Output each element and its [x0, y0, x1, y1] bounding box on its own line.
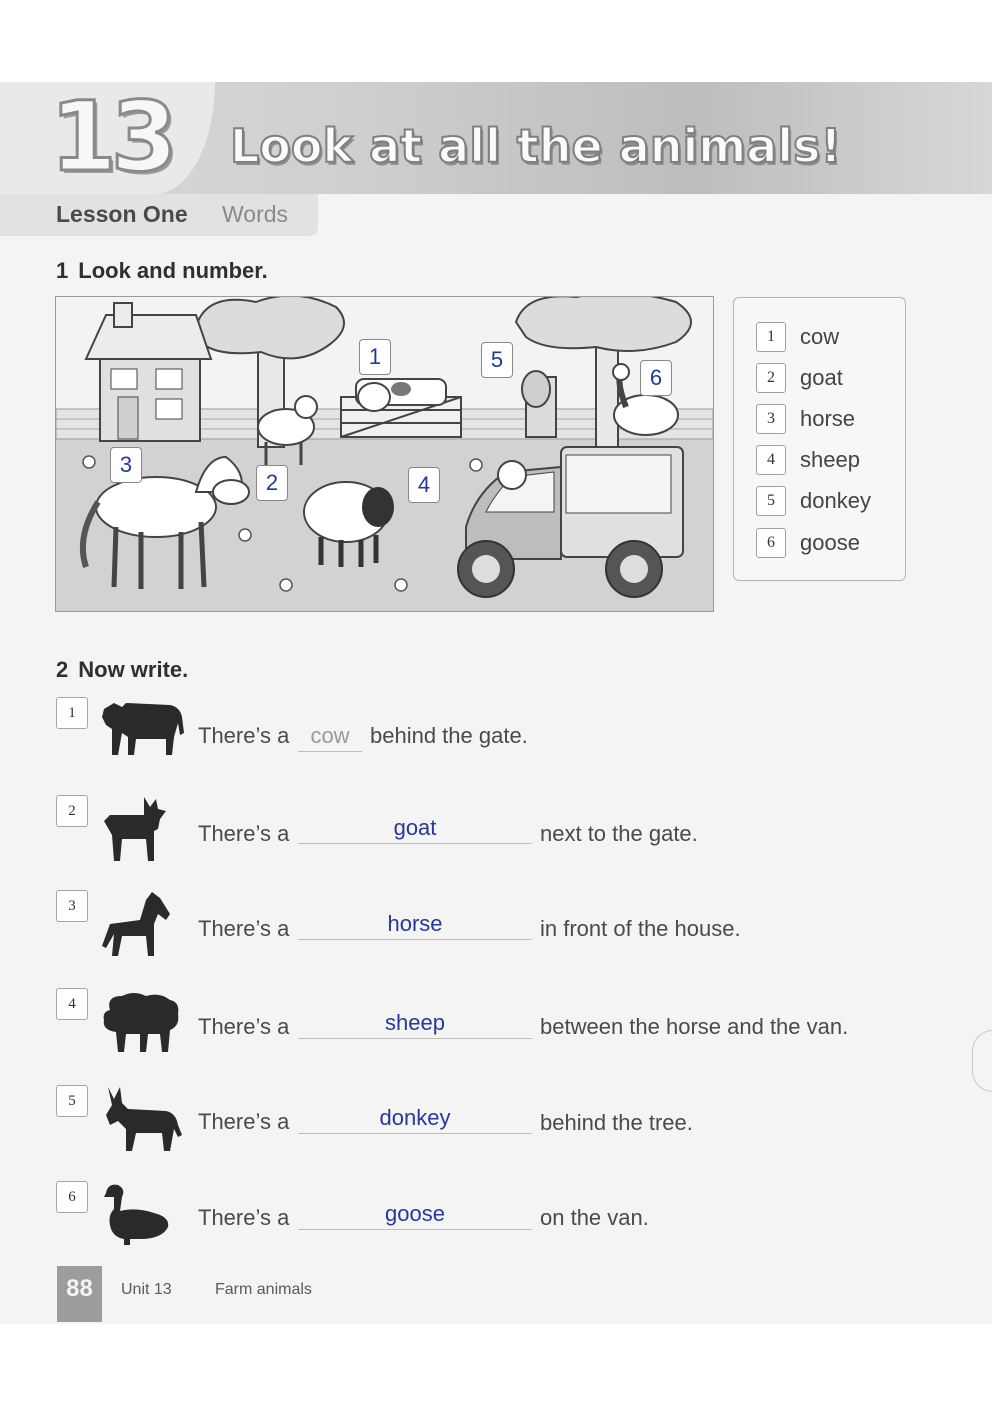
sentence-prefix: There’s a — [198, 1109, 290, 1134]
sentence-suffix: next to the gate. — [540, 821, 698, 846]
sentence-suffix: between the horse and the van. — [540, 1014, 849, 1039]
scene-label-6: 6 — [640, 360, 672, 396]
word-text: donkey — [800, 488, 871, 513]
answer-field[interactable]: horse — [298, 909, 532, 940]
word-text: goose — [800, 530, 860, 555]
exercise-1-heading — [56, 256, 268, 286]
example-answer: cow — [298, 721, 362, 752]
sentence-prefix: There’s a — [198, 821, 290, 846]
row-number: 6 — [56, 1181, 88, 1213]
word-number: 4 — [756, 445, 786, 475]
goose-silhouette-icon — [100, 1183, 172, 1247]
page-number: 88 — [57, 1266, 102, 1322]
write-row-1 — [0, 697, 992, 787]
scene-label-1: 1 — [359, 339, 391, 375]
word-list-box — [733, 297, 906, 581]
exercise-1-number: 1 — [56, 258, 69, 283]
write-row-5 — [0, 1085, 992, 1175]
write-row-3 — [0, 890, 992, 980]
word-number: 2 — [756, 363, 786, 393]
farmhouse — [86, 303, 211, 441]
exercise-2-instruction: Now write. — [78, 657, 189, 682]
write-row-2 — [0, 795, 992, 885]
scene-label-4: 4 — [408, 467, 440, 503]
sheep-silhouette-icon — [100, 990, 180, 1054]
word-number: 1 — [756, 322, 786, 352]
footer-unit-label: Unit 13 — [121, 1281, 172, 1298]
exercise-1-instruction: Look and number. — [78, 258, 268, 283]
scene-label-2: 2 — [256, 465, 288, 501]
row-number: 3 — [56, 890, 88, 922]
sentence-prefix: There’s a — [198, 1205, 290, 1230]
sentence-suffix: behind the gate. — [370, 723, 528, 748]
word-text: cow — [800, 324, 840, 349]
unit-title: Look at all the animals! — [230, 119, 842, 173]
row-number: 5 — [56, 1085, 88, 1117]
answer-field[interactable]: sheep — [298, 1008, 532, 1039]
answer-field[interactable]: donkey — [298, 1103, 532, 1134]
scene-label-5: 5 — [481, 342, 513, 378]
horse-silhouette-icon — [100, 890, 172, 958]
sentence-suffix: on the van. — [540, 1205, 649, 1230]
exercise-2-heading — [56, 655, 188, 685]
sentence-prefix: There’s a — [198, 723, 290, 748]
lesson-subtitle: Words — [222, 201, 289, 227]
farm-scene-illustration — [55, 296, 714, 612]
unit-number: 13 — [50, 81, 172, 193]
sentence-suffix: behind the tree. — [540, 1110, 693, 1135]
sentence-prefix: There’s a — [198, 1014, 290, 1039]
word-text: sheep — [800, 447, 860, 472]
goat-silhouette-icon — [100, 795, 172, 861]
sentence-suffix: in front of the house. — [540, 916, 741, 941]
donkey-silhouette-icon — [100, 1085, 184, 1153]
scene-label-3: 3 — [110, 447, 142, 483]
answer-field[interactable]: goat — [298, 813, 532, 844]
cow-silhouette-icon — [100, 699, 186, 757]
lesson-title: Lesson One — [56, 201, 188, 227]
row-number: 4 — [56, 988, 88, 1020]
donkey-in-scene — [522, 371, 556, 437]
word-text: horse — [800, 406, 856, 431]
word-text: goat — [800, 365, 843, 390]
row-number: 2 — [56, 795, 88, 827]
write-row-4 — [0, 988, 992, 1078]
word-number: 3 — [756, 404, 786, 434]
word-number: 6 — [756, 528, 786, 558]
exercise-2-number: 2 — [56, 657, 69, 682]
page-edge-mark — [972, 1030, 992, 1092]
row-number: 1 — [56, 697, 88, 729]
footer-topic: Farm animals — [215, 1281, 312, 1298]
word-number: 5 — [756, 486, 786, 516]
sentence-prefix: There’s a — [198, 916, 290, 941]
write-row-6 — [0, 1181, 992, 1271]
answer-field[interactable]: goose — [298, 1199, 532, 1230]
